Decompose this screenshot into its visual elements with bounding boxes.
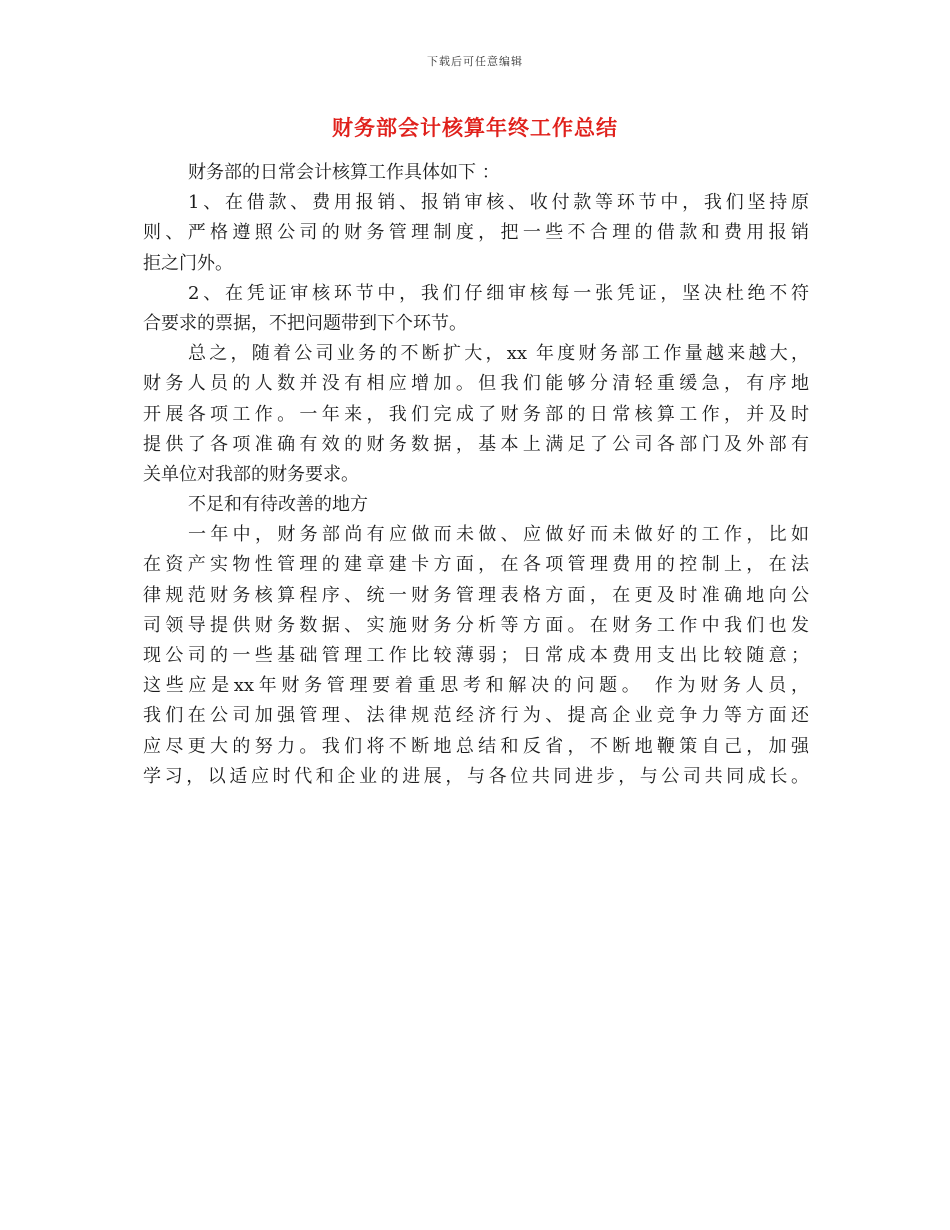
paragraph-line: 提供了各项准确有效的财务数据，基本上满足了公司各部门及外部有 (143, 433, 809, 455)
paragraph-line: 开展各项工作。一年来，我们完成了财务部的日常核算工作，并及时 (143, 403, 809, 425)
paragraph-line: 一年中，财务部尚有应做而未做、应做好而未做好的工作，比如 (188, 524, 809, 546)
paragraph-line: 合要求的票据，不把问题带到下个环节。 (143, 312, 467, 334)
paragraph-line: 财务部的日常会计核算工作具体如下 ： (188, 162, 500, 183)
section-heading: 不足和有待改善的地方 (188, 494, 368, 516)
document-body (143, 158, 809, 792)
paragraph-line: 拒之门外。 (143, 252, 233, 274)
paragraph-line: 2、在凭证审核环节中，我们仔细审核每一张凭证，坚决杜绝不符 (188, 282, 809, 304)
paragraph-line: 关单位对我部的财务要求。 (143, 463, 359, 485)
paragraph-line: 1、在借款、费用报销、报销审核、收付款等环节中，我们坚持原 (188, 192, 809, 214)
paragraph-line: 这些应是xx年财务管理要着重思考和解决的问题。 作为财务人员， (143, 675, 809, 697)
paragraph-line: 总之，随着公司业务的不断扩大，xx 年度财务部工作量越来越大， (188, 343, 809, 365)
document-title: 财务部会计核算年终工作总结 (332, 116, 618, 140)
paragraph-line: 学习，以适应时代和企业的进展，与各位共同进步，与公司共同成长。 (143, 765, 809, 787)
paragraph-line: 应尽更大的努力。我们将不断地总结和反省，不断地鞭策自己，加强 (143, 735, 809, 757)
paragraph-line: 财务人员的人数并没有相应增加。但我们能够分清轻重缓急，有序地 (143, 373, 809, 395)
paragraph-line: 律规范财务核算程序、统一财务管理表格方面，在更及时准确地向公 (143, 584, 809, 606)
paragraph-line: 则、严格遵照公司的财务管理制度，把一些不合理的借款和费用报销 (143, 222, 809, 244)
paragraph-line: 我们在公司加强管理、法律规范经济行为、提高企业竞争力等方面还 (143, 705, 809, 727)
paragraph-line: 司领导提供财务数据、实施财务分析等方面。在财务工作中我们也发 (143, 614, 809, 636)
paragraph-line: 在资产实物性管理的建章建卡方面，在各项管理费用的控制上，在法 (143, 554, 809, 576)
paragraph-line: 现公司的一些基础管理工作比较薄弱；日常成本费用支出比较随意； (143, 645, 809, 666)
page-header: 下载后可任意编辑 (427, 55, 523, 68)
